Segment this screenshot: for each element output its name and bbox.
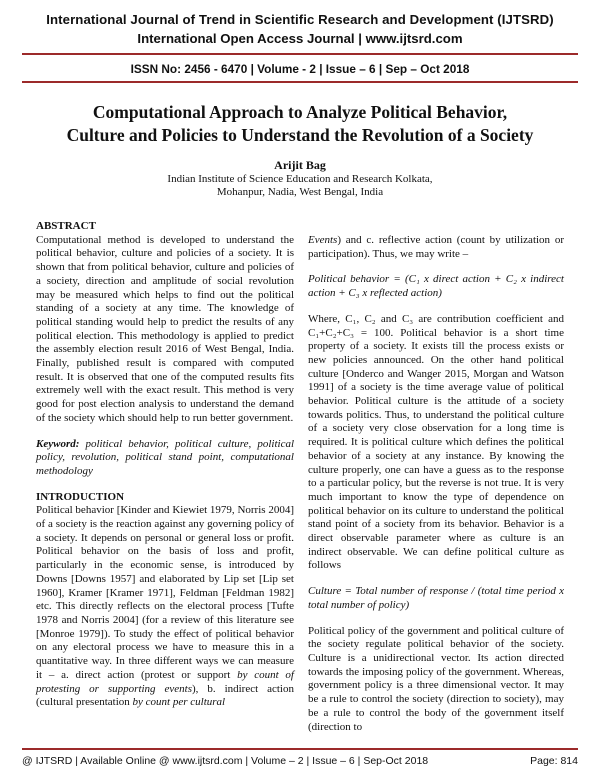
header-rule-lower [22,81,578,83]
introduction-heading: INTRODUCTION [36,490,125,503]
paper-title-line1: Computational Approach to Analyze Political Behavior, [92,102,508,122]
equation-political-behavior: Political behavior = (C₁ x direct action + C₂ x indirect action + C₃ x reflected action) [308,273,564,300]
header-rule [22,53,578,55]
intro-text-italic1: by count of protesting or supporting events [36,668,294,695]
keywords-text: political behavior, political culture, political policy, revolution, political stand point, computational methodology [36,437,295,477]
right-cont-text: ) and c. reflective action (count by utilization or participation). Thus, we may write – [308,234,564,260]
paper-title-line2: Culture and Policies to Understand the Revolution of a Society [66,125,534,145]
journal-issn: ISSN No: 2456 - 6470 | Volume - 2 | Issue – 6 | Sep – Oct 2018 [130,62,470,76]
footer-rule [22,748,578,750]
right-paragraph-3: Political policy of the government and political culture of the society regulate political behavior of the society. Culture is a unidirectional vector. Its action directed towards the imposing policy of the government. Whereas, government policy is a three dimensional vector. It may be a rule to control the society (direction to society), may be a rule to control the body of the government itself (direction to [308,624,564,733]
journal-access: International Open Access Journal | www.ijtsrd.com [137,31,463,46]
right-paragraph-2: Where, C₁, C₂ and C₃ are contribution coefficient and C₁+C₂+C₃ = 100. Political behavior is a short time property of a society. It exists till the process exists or new policies announced. On the other hand political culture [Onderco and Wanger 2015, Morgan and Watson 1991] of a society is the time average value of political behavior. Political culture is the attitude of a society towards politics. Thus, to understand the political culture of a society very close observation for a long time is required. It is political culture which defines the political behavior of a society at any instance. By knowing the culture properly, one can have a guess as to the response to a particular policy, but the reverse is not true. It is very much important to know the type of dependence on political behavior on its culture to understand the political stand point of a society from its behavior. Behavior is a direct observable parameter where as culture is an indirect observable. We can define political culture as follows [308,312,564,572]
journal-name: International Journal of Trend in Scientific Research and Development (IJTSRD) [46,12,554,27]
author-name: Arijit Bag [274,158,326,172]
left-column [36,220,294,710]
affiliation-line1: Indian Institute of Science Education and Research Kolkata, [167,173,433,185]
page-number: Page: 814 [530,755,578,767]
equation-culture: Culture = Total number of response / (total time period x total number of policy) [308,585,564,611]
intro-text-italic2: by count per cultural [132,696,226,709]
keywords [36,438,294,479]
right-column [308,234,564,734]
footer-left: @ IJTSRD | Available Online @ www.ijtsrd.com | Volume – 2 | Issue – 6 | Sep-Oct 2018 [22,755,429,767]
abstract-text: Computational method is developed to understand the political behavior, culture and policies of a society. It is shown that from political behavior, culture and policies of a society, direction and amplitude of social revolution may be measured which helps to find out the political standing of a society at any time. The knowledge of political standing would help to predict the results of any political election. This methodology is applied to predict the assembly election result 2016 of West Bengal, India. Finally, published result is compared with computed result. It is observed that one of the computed results fits extremely well with the exact result. This method is very good for post election analysis to understand the demand of the society which should help to run better government. [36,233,294,424]
right-cont-italic: Events [308,234,338,246]
keywords-label: Keyword: [36,437,80,450]
introduction-text [36,504,294,710]
abstract-heading: ABSTRACT [36,220,96,232]
intro-text-part1: Political behavior [Kinder and Kiewiet 1979, Norris 2004] of a society is the reaction against any governing policy of a society. It depends on personal or general loss or profit. Political behavior on the basis of loss and profit, particularly in the economic sense, is introduced by Downs [Downs 1957] and elaborated by Lip set [Lip set 1960], Kramer [Kramer 1971], Feldman [Feldman 1982] etc. This directly reflects on the electoral process [Tufte 1978 and Norris 2004] (for a review of this literature see [Monroe 1979]). To study the effect of political behavior on any electoral process we have to measure this in a quantitative way. In three different ways we can measure it – a. direct action (protest or support [36,504,294,681]
right-continuation [308,234,564,261]
affiliation-line2: Mohanpur, Nadia, West Bengal, India [216,186,384,198]
intro-text-part2: ), b. indirect action (cultural presentation [36,682,294,709]
